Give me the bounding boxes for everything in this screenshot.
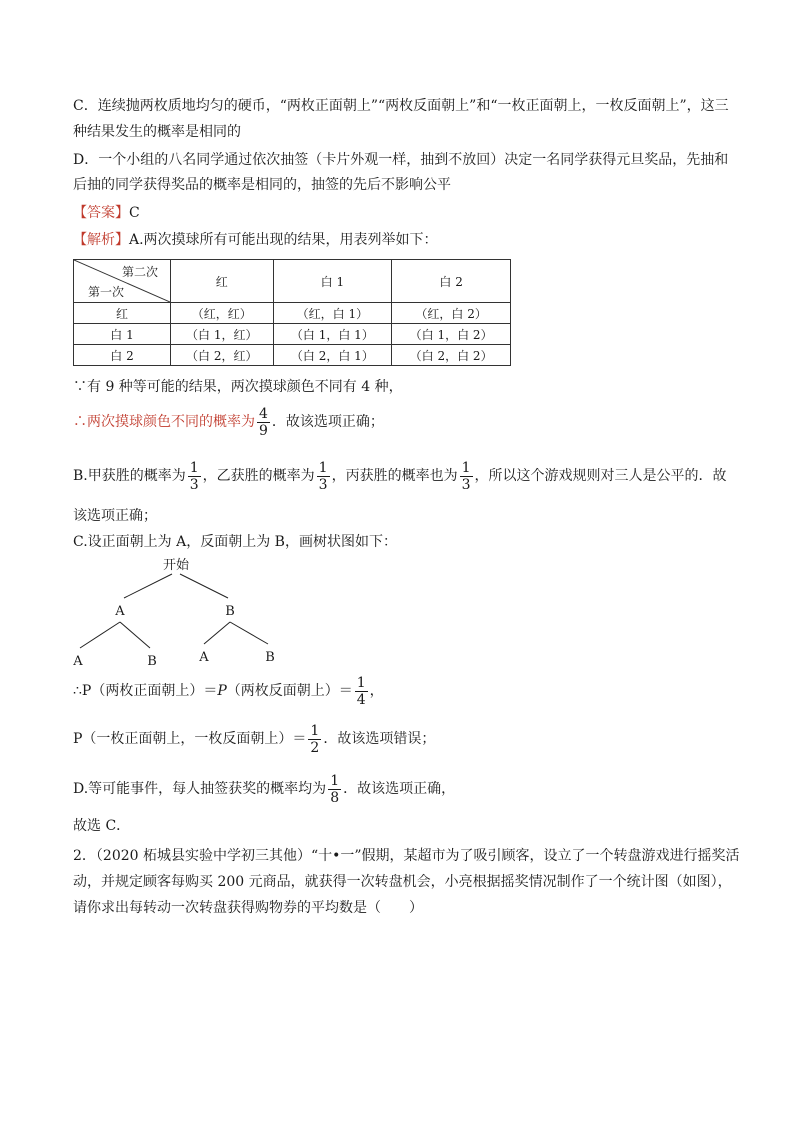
corner-top-label: 第二次 [121,265,158,279]
table-corner-cell [74,260,171,303]
table-row [74,345,511,366]
table-row-label: 白 1 [74,324,171,345]
tree-root: 开始 [162,558,190,573]
table-col-header: 白 2 [392,260,511,303]
table-cell: （红，白 2） [392,303,511,324]
outcome-table [73,259,511,366]
answer-value: C [129,205,140,221]
analysis-label: 【解析】 [73,232,129,248]
tree-leaf-b: B [147,654,157,669]
part-a-because: ∵有 9 种等可能的结果，两次摸球颜色不同有 4 种， [73,379,403,395]
fraction-one-third: $\frac{1}{3}$ [189,459,199,493]
fraction-four-ninths: $\frac{4}{9}$ [259,405,268,439]
table-col-header: 白 1 [273,260,392,303]
corner-bottom-label: 第一次 [88,285,125,299]
tree-leaf-a: A [199,650,209,665]
table-cell: （白 2，红） [171,345,274,366]
option-c-line1: C．连续抛两枚质地均匀的硬币，“两枚正面朝上”“两枚反面朝上”和“一枚正面朝上，一枚反面朝上”，这三 [73,98,729,114]
option-d-line2: 后抽的同学获得奖品的概率是相同的，抽签的先后不影响公平 [73,177,451,193]
part-c-p2: P（一枚正面朝上，一枚反面朝上）＝ $\frac{1}{2}$ ．故该选项错误； [73,722,436,756]
analysis-line [73,230,438,250]
fraction-one-third: $\frac{1}{3}$ [318,459,328,493]
option-c-line2: 种结果发生的概率是相同的 [73,124,241,140]
table-cell: （红，红） [171,303,274,324]
table-cell: （白 2，白 1） [273,345,392,366]
fraction-one-third: $\frac{1}{3}$ [461,459,471,493]
table-row-label: 红 [74,303,171,324]
part-c-p1: ∴P（两枚正面朝上）＝P（两枚反面朝上）＝ $\frac{1}{4}$ ， [73,674,384,708]
table-cell: （白 1，白 2） [392,324,511,345]
answer-label: 【答案】 [73,205,129,221]
analysis-intro: A.两次摸球所有可能出现的结果，用表列举如下： [129,232,438,248]
part-c-intro: C.设正面朝上为 A，反面朝上为 B，画树状图如下： [73,534,397,550]
tree-edge [180,574,228,598]
tree-edge [120,622,150,648]
part-d-line: D.等可能事件，每人抽签获奖的概率均为 $\frac{1}{8}$ ．故该选项正确， [73,772,456,806]
tree-edge [124,574,172,598]
part-a-therefore-post: ．故该选项正确； [271,414,384,430]
tree-node-a: A [115,604,125,619]
part-b-line2: 该选项正确； [73,508,157,524]
answer-line [73,203,140,223]
question2-line1: 2．（2020 柘城县实验中学初三其他）“十•一”假期，某超市为了吸引顾客，设立了一个转盘游戏进行摇奖活 [73,848,740,864]
fraction-one-eighth: $\frac{1}{8}$ [330,772,340,806]
table-cell: （白 2，白 2） [392,345,511,366]
table-col-header: 红 [171,260,274,303]
table-cell: （白 1，白 1） [273,324,392,345]
tree-node-b: B [225,604,235,619]
part-a-therefore [73,404,384,440]
tree-edge [204,622,230,644]
fraction-one-quarter: $\frac{1}{4}$ [356,674,366,708]
table-row [74,324,511,345]
tree-diagram [60,552,300,670]
tree-edge [80,622,120,648]
table-header-row [74,260,511,303]
part-a-therefore-pre: ∴两次摸球颜色不同的概率为 [73,414,255,430]
fraction-one-half: $\frac{1}{2}$ [310,722,320,756]
table-row-label: 白 2 [74,345,171,366]
tree-leaf-b: B [265,650,275,665]
tree-leaf-a: A [73,654,83,669]
conclusion: 故选 C． [73,818,131,834]
question2-line2: 动，并规定顾客每购买 200 元商品，就获得一次转盘机会，小亮根据摇奖情况制作了一个统计图（如图）， [73,874,732,890]
table-row [74,303,511,324]
table-cell: （红，白 1） [273,303,392,324]
part-b-line1: B.甲获胜的概率为 $\frac{1}{3}$ ，乙获胜的概率为 $\frac{1}{3}$ ，丙获胜的概率也为 $\frac{1}{3}$ ，所以这个游戏规则对三人是公平的．故 [73,459,727,493]
question2-line3: 请你求出每转动一次转盘获得购物券的平均数是（ ） [73,900,423,916]
table-cell: （白 1，红） [171,324,274,345]
option-d-line1: D．一个小组的八名同学通过依次抽签（卡片外观一样，抽到不放回）决定一名同学获得元旦奖品，先抽和 [73,152,729,168]
tree-edge [230,622,268,644]
